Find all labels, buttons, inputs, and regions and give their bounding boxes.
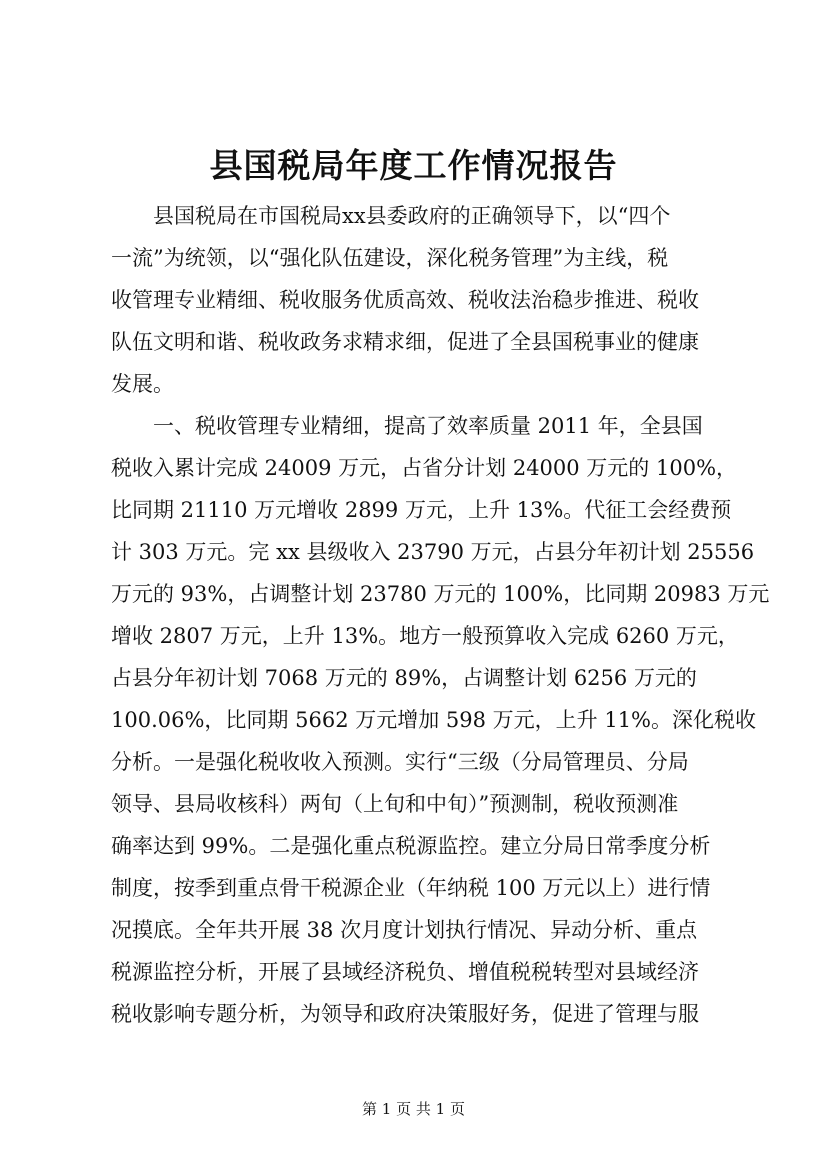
paragraph-line: 一流”为统领，以“强化队伍建设，深化税务管理”为主线，税 [111,246,669,270]
paragraph-line: 领导、县局收核科）两旬（上旬和中旬）”预测制，税收预测准 [111,792,679,816]
paragraph-line: 万元的 93%，占调整计划 23780 万元的 100%，比同期 20983 万元 [111,582,770,606]
paragraph-line: 确率达到 99%。二是强化重点税源监控。建立分局日常季度分析 [111,834,711,858]
paragraph-line: 况摸底。全年共开展 38 次月度计划执行情况、异动分析、重点 [111,918,698,942]
paragraph-line: 税源监控分析，开展了县域经济税负、增值税税转型对县域经济 [111,960,699,984]
paragraph-line: 占县分年初计划 7068 万元的 89%，占调整计划 6256 万元的 [111,666,697,690]
paragraph-line: 收管理专业精细、税收服务优质高效、税收法治稳步推进、税收 [111,288,699,312]
paragraph-line: 计 303 万元。完 xx 县级收入 23790 万元，占县分年初计划 25556 [111,540,755,564]
document-title: 县国税局年度工作情况报告 [209,146,618,185]
document-body [111,195,770,1035]
paragraph-line: 一、税收管理专业精细，提高了效率质量 2011 年，全县国 [153,414,703,438]
paragraph-line: 增收 2807 万元，上升 13%。地方一般预算收入完成 6260 万元， [111,624,739,648]
paragraph-line: 税收入累计完成 24009 万元，占省分计划 24000 万元的 100%， [111,456,738,480]
paragraph-line: 队伍文明和谐、税收政务求精求细，促进了全县国税事业的健康 [111,330,699,354]
paragraph-line: 县国税局在市国税局xx县委政府的正确领导下，以“四个 [153,204,671,228]
paragraph-line: 发展。 [111,372,174,396]
paragraph-line: 制度，按季到重点骨干税源企业（年纳税 100 万元以上）进行情 [111,876,711,900]
paragraph-line: 比同期 21110 万元增收 2899 万元，上升 13%。代征工会经费预 [111,498,732,522]
paragraph-line: 税收影响专题分析，为领导和政府决策服好务，促进了管理与服 [111,1002,699,1026]
page-footer: 第 1 页 共 1 页 [362,1100,465,1118]
paragraph-line: 100.06%，比同期 5662 万元增加 598 万元，上升 11%。深化税收 [111,708,757,732]
paragraph-line: 分析。一是强化税收收入预测。实行“三级（分局管理员、分局 [111,750,689,774]
